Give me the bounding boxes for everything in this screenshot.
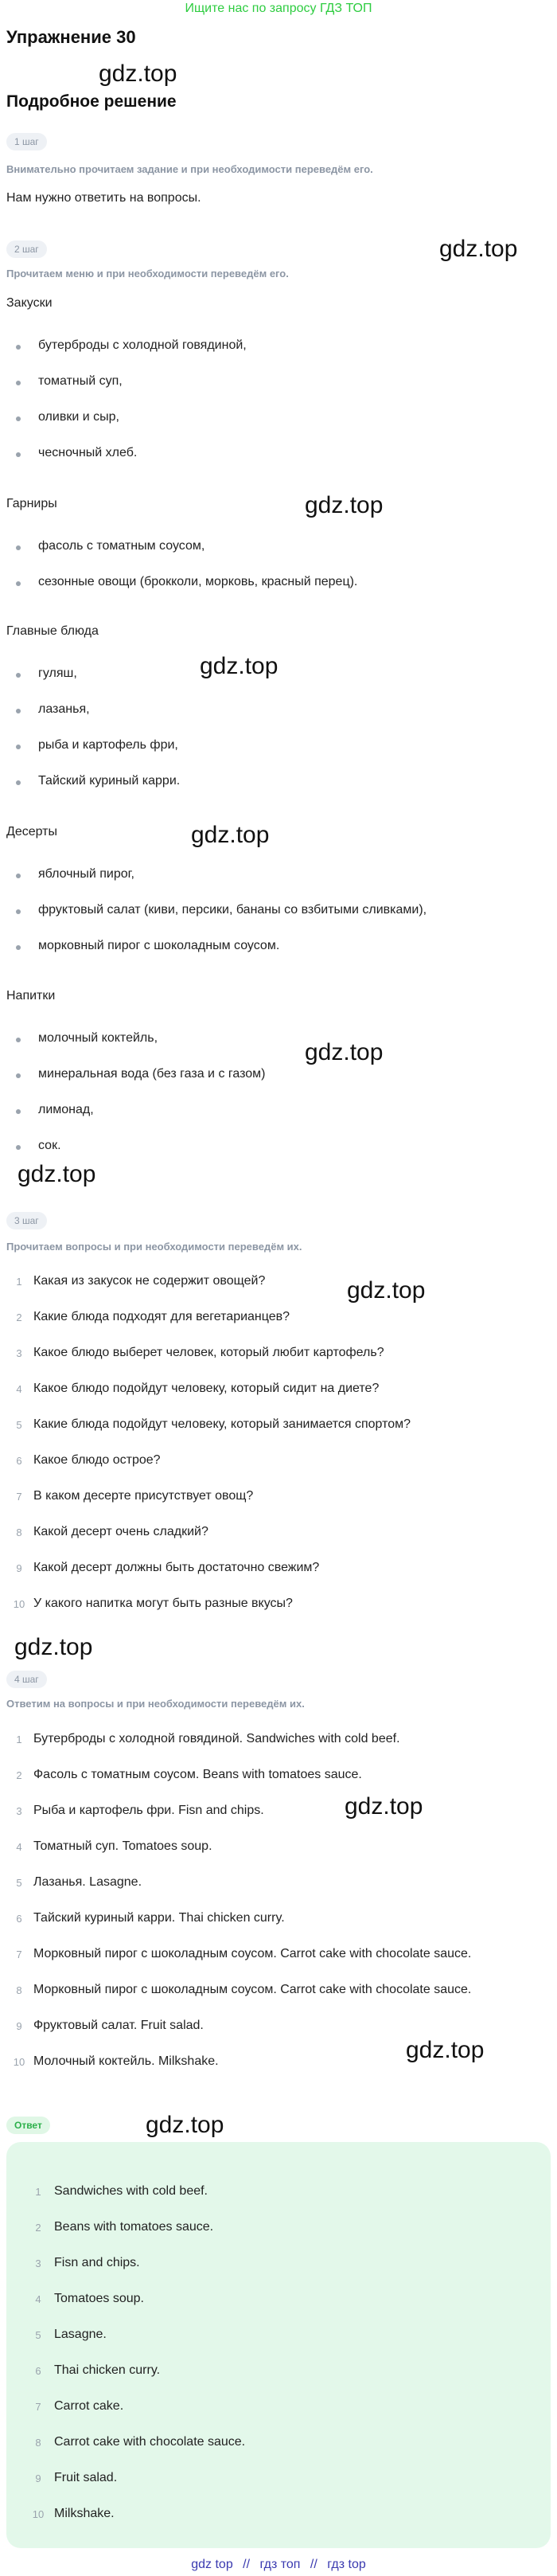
question-item: У какого напитка могут быть разные вкусы? [33,1597,293,1610]
final-answer-item: Carrot cake. [54,2399,124,2413]
list-item: яблочный пирог, [38,867,134,881]
item-number: 7 [16,1491,22,1503]
bullet [16,909,21,914]
final-answer-item: Beans with tomatoes sauce. [54,2220,214,2234]
answer-item: Бутерброды с холодной говядиной. Sandwiches with cold beef. [33,1732,400,1745]
footer-links [0,2558,557,2572]
answer-item: Морковный пирог с шоколадным соусом. Carrot cake with chocolate sauce. [33,1983,472,1996]
final-answer-item: Fruit salad. [54,2471,118,2484]
question-item: Какое блюдо подойдут человеку, который сидит на диете? [33,1382,380,1395]
watermark: gdz.top [200,653,278,679]
bullet [16,874,21,878]
item-number: 8 [16,1526,22,1538]
list-item: бутерброды с холодной говядиной, [38,338,247,352]
step-badge: 4 шаг [6,1671,47,1688]
answer-item: Лазанья. Lasagne. [33,1875,142,1889]
item-number: 6 [16,1455,22,1467]
final-answer-item: Thai chicken curry. [54,2363,161,2377]
bullet [16,1073,21,1078]
solution-heading: Подробное решение [6,92,177,111]
bullet [16,452,21,457]
item-number: 7 [35,2401,41,2413]
menu-group-title: Закуски [6,296,53,310]
watermark: gdz.top [146,2112,224,2138]
list-item: морковный пирог с шоколадным соусом. [38,939,280,952]
answer-item: Морковный пирог с шоколадным соусом. Carrot cake with chocolate sauce. [33,1947,472,1960]
item-number: 6 [35,2365,41,2377]
item-number: 5 [16,1877,22,1889]
list-item: минеральная вода (без газа и с газом) [38,1067,266,1081]
list-item: сок. [38,1139,61,1152]
item-number: 9 [16,1562,22,1574]
item-number: 3 [16,1347,22,1359]
watermark: gdz.top [305,492,384,518]
list-item: сезонные овощи (брокколи, морковь, красный перец). [38,575,358,588]
bullet [16,709,21,713]
page-title: Упражнение 30 [6,27,136,47]
step-badge: 2 шаг [6,240,47,258]
step-badge: 3 шаг [6,1212,47,1229]
answer-item: Фасоль с томатным соусом. Beans with tomatoes sauce. [33,1768,362,1781]
step-badge: 1 шаг [6,133,47,150]
answer-item: Томатный суп. Tomatoes soup. [33,1839,212,1853]
bullet [16,581,21,586]
answer-item: Фруктовый салат. Fruit salad. [33,2019,204,2032]
watermark: gdz.top [345,1793,423,1820]
menu-group-title: Гарниры [6,497,57,510]
watermark: gdz.top [18,1161,96,1187]
final-answer-item: Tomatoes soup. [54,2292,144,2305]
watermark: gdz.top [406,2037,485,2063]
bullet [16,545,21,550]
item-number: 3 [35,2257,41,2269]
step-instruction: Внимательно прочитаем задание и при необходимости переведём его. [6,163,373,175]
step-text: Нам нужно ответить на вопросы. [6,191,201,205]
list-item: гуляш, [38,666,77,680]
question-item: В каком десерте присутствует овощ? [33,1489,254,1503]
item-number: 3 [16,1805,22,1817]
list-item: молочный коктейль, [38,1031,158,1045]
item-number: 2 [35,2222,41,2234]
watermark: gdz.top [14,1634,93,1660]
list-item: рыба и картофель фри, [38,738,178,752]
answer-box [6,2142,551,2548]
bullet [16,673,21,678]
question-item: Какие блюда подойдут человеку, который занимается спортом? [33,1417,411,1431]
footer-link[interactable]: gdz top [191,2558,233,2571]
step-instruction: Прочитаем вопросы и при необходимости переведём их. [6,1241,302,1253]
list-item: чесночный хлеб. [38,446,138,459]
list-item: лазанья, [38,702,90,716]
answer-item: Молочный коктейль. Milkshake. [33,2054,219,2068]
menu-group-title: Напитки [6,989,56,1003]
item-number: 2 [16,1311,22,1323]
item-number: 1 [16,1276,22,1288]
item-number: 10 [13,2056,25,2068]
footer-separator: // [310,2558,317,2571]
watermark: gdz.top [305,1039,384,1065]
item-number: 4 [35,2293,41,2305]
question-item: Какие блюда подходят для вегетарианцев? [33,1310,290,1323]
item-number: 1 [35,2186,41,2198]
watermark: gdz.top [191,822,270,848]
bullet [16,1038,21,1042]
footer-link[interactable]: гдз топ [259,2558,301,2571]
bullet [16,1109,21,1114]
watermark: gdz.top [439,236,518,262]
answer-badge: Ответ [6,2117,50,2134]
list-item: томатный суп, [38,374,123,388]
bullet [16,416,21,421]
question-item: Какой десерт должны быть достаточно свежим? [33,1561,320,1574]
item-number: 2 [16,1769,22,1781]
question-item: Какая из закусок не содержит овощей? [33,1274,266,1288]
list-item: фасоль с томатным соусом, [38,539,205,553]
final-answer-item: Sandwiches with cold beef. [54,2184,208,2198]
final-answer-item: Lasagne. [54,2328,107,2341]
question-item: Какое блюдо острое? [33,1453,161,1467]
answer-item: Тайский куриный карри. Thai chicken curry. [33,1911,285,1925]
item-number: 8 [35,2437,41,2449]
item-number: 6 [16,1913,22,1925]
item-number: 9 [35,2472,41,2484]
watermark: gdz.top [347,1277,426,1304]
footer-link[interactable]: гдз top [327,2558,366,2571]
bullet [16,745,21,749]
item-number: 5 [35,2329,41,2341]
bullet [16,345,21,350]
item-number: 7 [16,1949,22,1960]
menu-group-title: Главные блюда [6,624,99,638]
bullet [16,945,21,950]
answer-item: Рыба и картофель фри. Fisn and chips. [33,1804,264,1817]
bullet [16,780,21,785]
item-number: 4 [16,1841,22,1853]
step-instruction: Прочитаем меню и при необходимости переведём его. [6,268,289,279]
item-number: 10 [13,1598,25,1610]
footer-separator: // [243,2558,251,2571]
final-answer-item: Fisn and chips. [54,2256,140,2269]
item-number: 4 [16,1383,22,1395]
list-item: оливки и сыр, [38,410,119,424]
bullet [16,381,21,385]
step-instruction: Ответим на вопросы и при необходимости переведём их. [6,1698,305,1710]
bullet [16,1145,21,1150]
question-item: Какое блюдо выберет человек, который любит картофель? [33,1346,384,1359]
item-number: 1 [16,1734,22,1745]
question-item: Какой десерт очень сладкий? [33,1525,208,1538]
search-banner[interactable]: Ищите нас по запросу ГДЗ ТОП [185,2,372,15]
item-number: 9 [16,2020,22,2032]
item-number: 10 [32,2508,45,2520]
list-item: лимонад, [38,1103,94,1116]
menu-group-title: Десерты [6,825,58,838]
final-answer-item: Milkshake. [54,2507,115,2520]
watermark: gdz.top [99,61,177,87]
item-number: 5 [16,1419,22,1431]
list-item: Тайский куриный карри. [38,774,181,788]
final-answer-item: Carrot cake with chocolate sauce. [54,2435,246,2449]
list-item: фруктовый салат (киви, персики, бананы со взбитыми сливками), [38,903,427,917]
item-number: 8 [16,1984,22,1996]
